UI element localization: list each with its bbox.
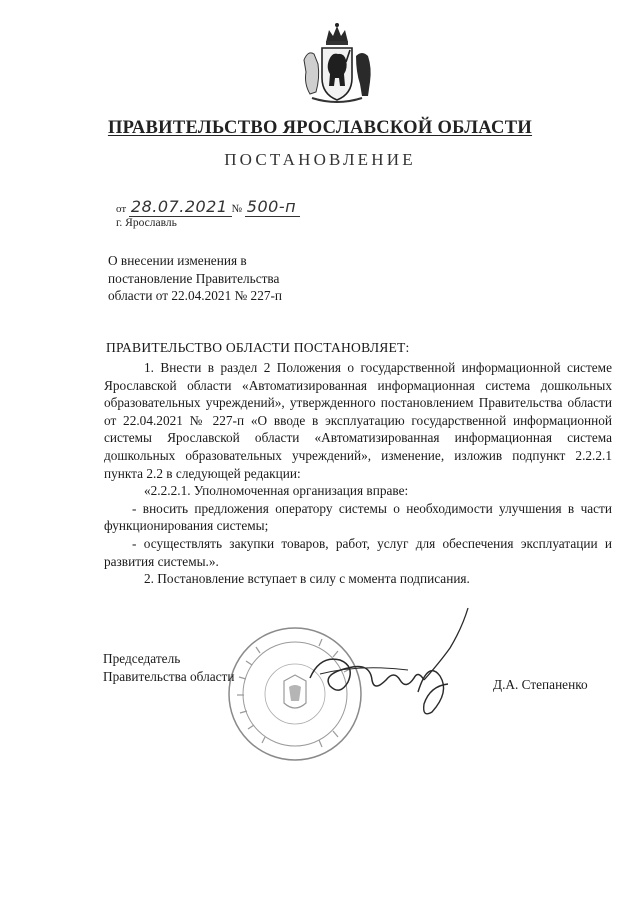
document-subject bbox=[108, 252, 338, 305]
document-type: ПОСТАНОВЛЕНИЕ bbox=[224, 150, 416, 169]
subject-line: постановление Правительства bbox=[108, 270, 280, 286]
signatory-title-line: Председатель bbox=[103, 651, 181, 666]
handwritten-date: 28.07.2021 bbox=[129, 197, 232, 217]
paragraph-quote-start: «2.2.2.1. Уполномоченная организация вправе: bbox=[144, 483, 409, 499]
paragraph-bullet-2: - осуществлять закупки товаров, работ, услуг для обеспечения эксплуатации и развития системы.». bbox=[104, 535, 612, 569]
handwritten-number: 500-п bbox=[245, 197, 300, 217]
signatory-title bbox=[103, 650, 234, 685]
subject-line: О внесении изменения в bbox=[108, 253, 247, 268]
number-prefix: № bbox=[231, 203, 243, 215]
handwritten-signature bbox=[300, 600, 500, 720]
city-label: г. Ярославль bbox=[116, 217, 177, 229]
signatory-title-line: Правительства области bbox=[103, 668, 235, 684]
resolution-heading: ПРАВИТЕЛЬСТВО ОБЛАСТИ ПОСТАНОВЛЯЕТ: bbox=[106, 340, 410, 355]
coat-of-arms-emblem bbox=[296, 20, 378, 106]
registration-row bbox=[116, 197, 300, 216]
paragraph-1: 1. Внести в раздел 2 Положения о государственной информационной системе Ярославской области «Автоматизированная информационная система дошкольных образовательных учреждений», утвержденного постановлением Правительства области от 22.04.2021 № 227-п «О вводе в эксплуатацию государственной информационной системы Ярославской области «Автоматизированная информационная система дошкольных образовательных учреждений», изменение, изложив подпункт 2.2.2.1 пункта 2.2 в следующей редакции: bbox=[104, 360, 612, 481]
signatory-name: Д.А. Степаненко bbox=[493, 677, 588, 692]
document-body bbox=[104, 359, 612, 588]
paragraph-2: 2. Постановление вступает в силу с момента подписания. bbox=[144, 571, 470, 587]
paragraph-bullet-1: - вносить предложения оператору системы о необходимости улучшения в части функционирования системы; bbox=[104, 500, 612, 534]
government-title: ПРАВИТЕЛЬСТВО ЯРОСЛАВСКОЙ ОБЛАСТИ bbox=[107, 118, 533, 138]
subject-line: области от 22.04.2021 № 227-п bbox=[108, 288, 283, 303]
date-prefix: от bbox=[116, 203, 127, 215]
